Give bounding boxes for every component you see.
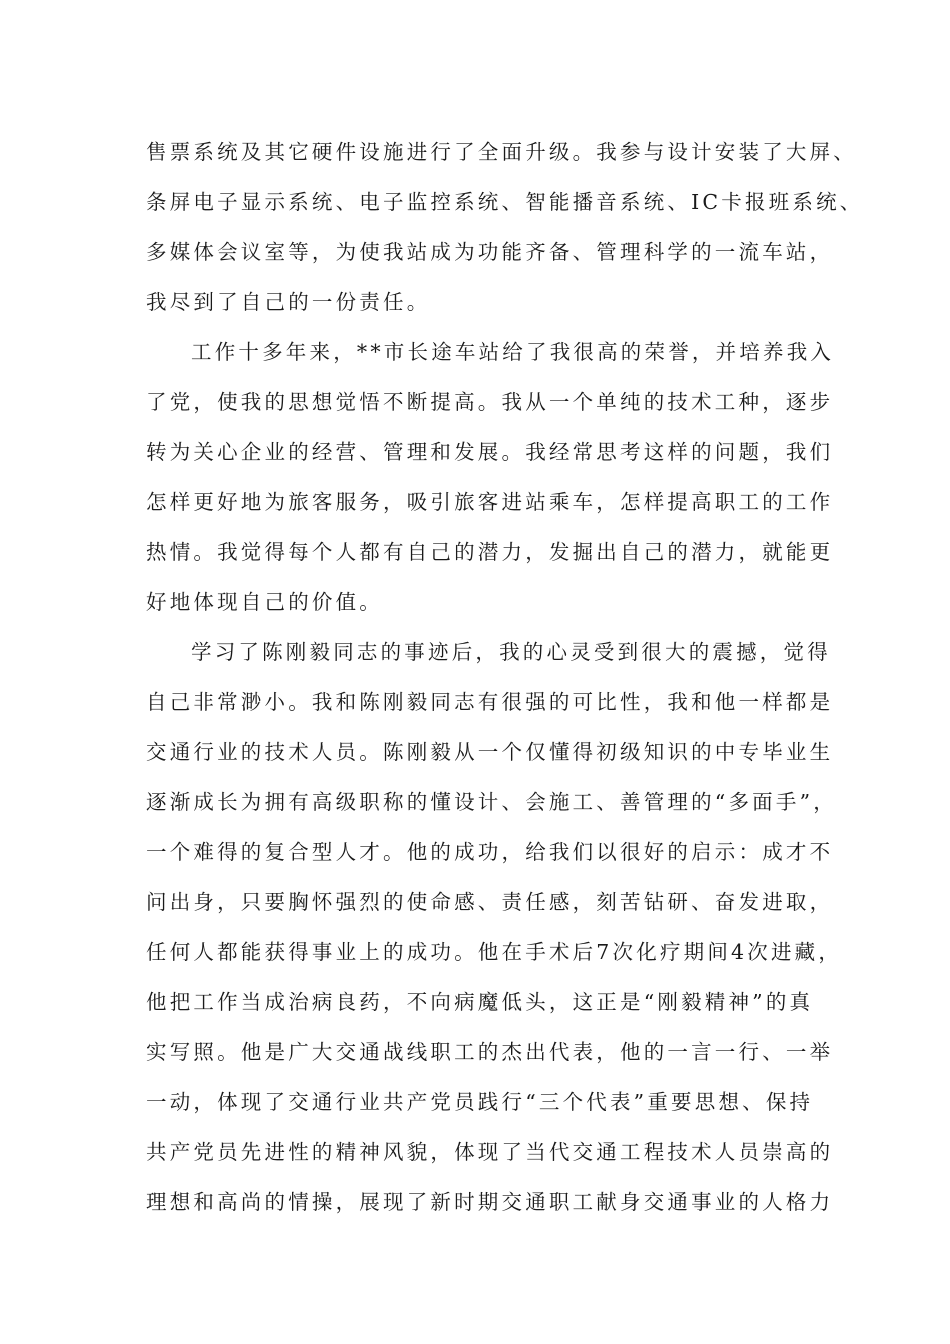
text-line: 我尽到了自己的一份责任。 (146, 290, 431, 314)
text-line: 问出身，只要胸怀强烈的使命感、责任感，刻苦钻研、奋发进取， (146, 890, 834, 914)
text-line: 实写照。他是广大交通战线职工的杰出代表，他的一言一行、一举 (146, 1040, 834, 1064)
text-line: 理想和高尚的情操，展现了新时期交通职工献身交通事业的人格力 (146, 1190, 834, 1214)
text-line: 交通行业的技术人员。陈刚毅从一个仅懂得初级知识的中专毕业生 (146, 740, 834, 764)
text-line: 他把工作当成治病良药，不向病魔低头，这正是“刚毅精神”的真 (146, 990, 814, 1014)
text-line: 怎样更好地为旅客服务，吸引旅客进站乘车，怎样提高职工的工作 (146, 490, 834, 514)
text-line: 逐渐成长为拥有高级职称的懂设计、会施工、善管理的“多面手”， (146, 790, 837, 814)
paragraph-first-line: 工作十多年来，**市长途车站给了我很高的荣誉，并培养我入 (191, 340, 835, 364)
text-line: 热情。我觉得每个人都有自己的潜力，发掘出自己的潜力，就能更 (146, 540, 834, 564)
text-line: 条屏电子显示系统、电子监控系统、智能播音系统、IC卡报班系统、 (146, 190, 864, 214)
text-line: 转为关心企业的经营、管理和发展。我经常思考这样的问题，我们 (146, 440, 834, 464)
text-line: 一个难得的复合型人才。他的成功，给我们以很好的启示：成才不 (146, 840, 834, 864)
text-line: 自己非常渺小。我和陈刚毅同志有很强的可比性，我和他一样都是 (146, 690, 834, 714)
text-line: 好地体现自己的价值。 (146, 590, 383, 614)
text-line: 多媒体会议室等，为使我站成为功能齐备、管理科学的一流车站， (146, 240, 834, 264)
text-line: 了党，使我的思想觉悟不断提高。我从一个单纯的技术工种，逐步 (146, 390, 834, 414)
text-line: 共产党员先进性的精神风貌，体现了当代交通工程技术人员崇高的 (146, 1140, 834, 1164)
text-line: 任何人都能获得事业上的成功。他在手术后7次化疗期间4次进藏， (146, 940, 843, 964)
paragraph-first-line: 学习了陈刚毅同志的事迹后，我的心灵受到很大的震撼，觉得 (191, 640, 831, 664)
text-line: 一动，体现了交通行业共产党员践行“三个代表”重要思想、保持 (146, 1090, 814, 1114)
text-line: 售票系统及其它硬件设施进行了全面升级。我参与设计安装了大屏、 (146, 140, 857, 164)
